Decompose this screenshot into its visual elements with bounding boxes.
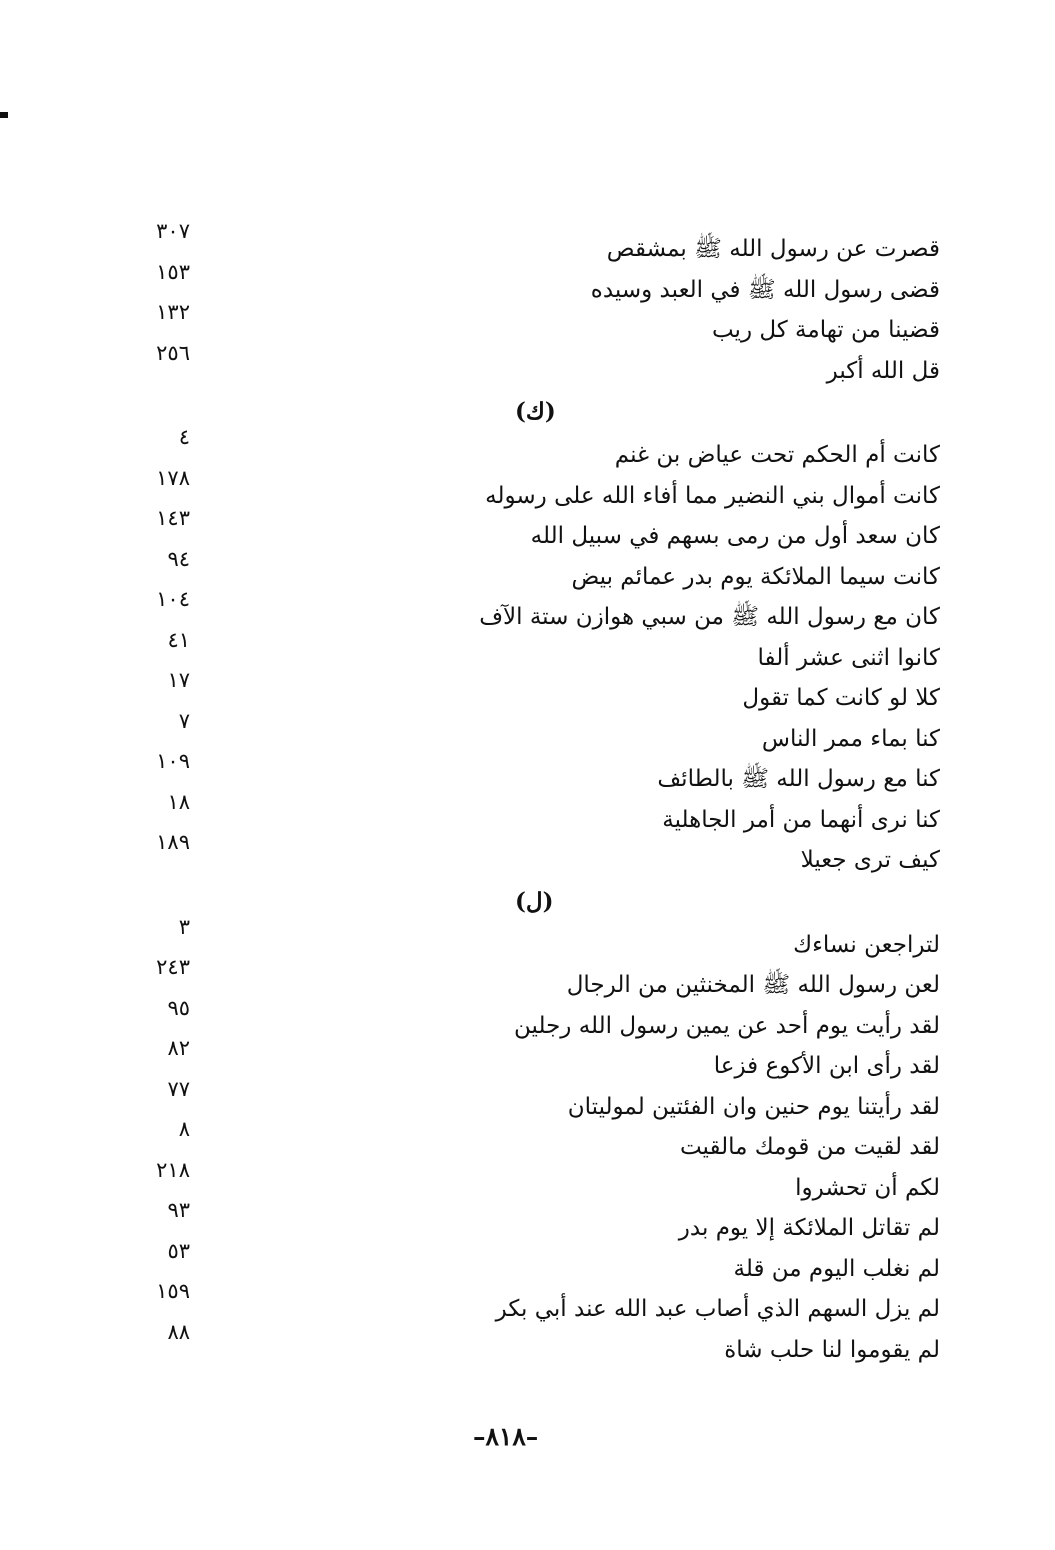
entry-text: كنا مع رسول الله ﷺ بالطائف [657,766,940,792]
entry-text: لقد رأيتنا يوم حنين وان الفئتين لموليتان [567,1093,940,1120]
entry-text: كلا لو كانت كما تقول [742,685,940,711]
entry-text: كنا بماء ممر الناس [761,725,940,752]
entry-text: لم نغلب اليوم من قلة [733,1255,940,1282]
index-section [120,880,950,1370]
index-entry [120,259,950,310]
entry-page-number: ٩٥ [167,995,190,1020]
entry-page-number: ١٠٤ [156,587,190,611]
index-entry [120,300,950,350]
entry-page-number: ١٣٢ [156,300,190,324]
entry-page-number: ٩٤ [167,546,190,571]
section-letter: (ل) [515,887,554,915]
index-entry [120,340,950,391]
page-number: –٨١٨– [473,1422,539,1451]
entry-text: كان سعد أول من رمى بسهم في سبيل الله [530,523,940,549]
entry-page-number: ٧ [178,708,190,733]
entry-text: لم يقوموا لنا حلب شاة [724,1336,940,1363]
entry-text: كانت سيما الملائكة يوم بدر عمائم بيض [571,563,940,590]
index-entry [120,425,950,475]
entry-page-number: ٢١٨ [156,1157,190,1182]
entry-page-number: ٤ [178,425,190,449]
index-entry [120,1036,950,1086]
section-letter-heading [120,390,950,434]
entry-text: لم تقاتل الملائكة إلا يوم بدر [678,1215,940,1241]
index-entry [120,1157,950,1208]
entry-page-number: ١٠٩ [156,749,190,773]
index-entry [120,789,950,840]
entry-text: قل الله أكبر [826,357,940,384]
entry-page-number: ١٨ [167,789,190,814]
index-entry [120,955,950,1005]
entry-page-number: ٩٣ [167,1198,190,1222]
entry-text: كانوا اثنى عشر ألفا [757,644,940,671]
index-entry [120,708,950,759]
section-letter-heading [120,880,950,924]
entry-text: كنا نرى أنهما من أمر الجاهلية [662,806,940,833]
section-letter: (ك) [515,398,556,425]
index-entry [120,749,950,799]
index-entry [120,587,950,637]
entry-page-number: ٣٠٧ [156,219,190,243]
entry-page-number: ١٨٩ [156,830,190,854]
index-entry [120,1319,950,1370]
index-entry [120,1279,950,1329]
entry-page-number: ٣ [178,914,190,939]
entry-text: قضينا من تهامة كل ريب [711,317,940,343]
entry-text: قضى رسول الله ﷺ في العبد وسيده [590,276,940,303]
entry-page-number: ١٤٣ [156,506,190,530]
entry-page-number: ١٥٣ [156,259,190,284]
entry-page-number: ١٧٨ [156,465,190,490]
entry-text: لم يزل السهم الذي أصاب عبد الله عند أبي بكر [495,1296,940,1322]
index-entry [120,1117,950,1167]
index-entry [120,1238,950,1289]
index-entry [120,627,950,678]
index-section [120,390,950,880]
entry-page-number: ٢٥٦ [156,340,190,365]
entry-text: كانت أموال بني النضير مما أفاء الله على رسوله [485,482,940,509]
entry-text: كيف ترى جعيلا [800,847,940,873]
index-entry [120,914,950,965]
index-entry [120,830,950,880]
entry-page-number: ٨ [178,1117,190,1141]
entry-page-number: ٨٢ [167,1036,190,1060]
entry-page-number: ٧٧ [167,1076,190,1101]
index-entry [120,668,950,718]
index-section [120,219,950,390]
entry-page-number: ١٥٩ [156,1279,190,1303]
entry-text: كان مع رسول الله ﷺ من سبي هوازن ستة الآف [479,604,940,630]
index-entry [120,995,950,1046]
entry-page-number: ١٧ [167,668,190,692]
entry-text: لقد رأيت يوم أحد عن يمين رسول الله رجلين [514,1012,940,1039]
entry-text: لتراجعن نساءك [793,931,940,958]
index-list [120,219,950,1369]
entry-text: لقد رأى ابن الأكوع فزعا [713,1053,940,1079]
index-entry [120,1076,950,1127]
index-entry [120,465,950,516]
scan-edge-mark [0,112,8,118]
entry-page-number: ٥٣ [167,1238,190,1263]
entry-page-number: ٢٤٣ [156,955,190,979]
index-entry [120,506,950,556]
index-entry [120,1198,950,1248]
entry-text: كانت أم الحكم تحت عياض بن غنم [614,442,940,468]
entry-text: لكم أن تحشروا [795,1174,940,1201]
entry-text: لقد لقيت من قومك مالقيت [679,1134,940,1160]
entry-text: لعن رسول الله ﷺ المخنثين من الرجال [566,972,940,998]
index-entry [120,546,950,597]
entry-page-number: ٨٨ [167,1319,190,1344]
entry-text: قصرت عن رسول الله ﷺ بمشقص [606,236,940,262]
entry-page-number: ٤١ [167,627,190,652]
index-entry [120,219,950,269]
